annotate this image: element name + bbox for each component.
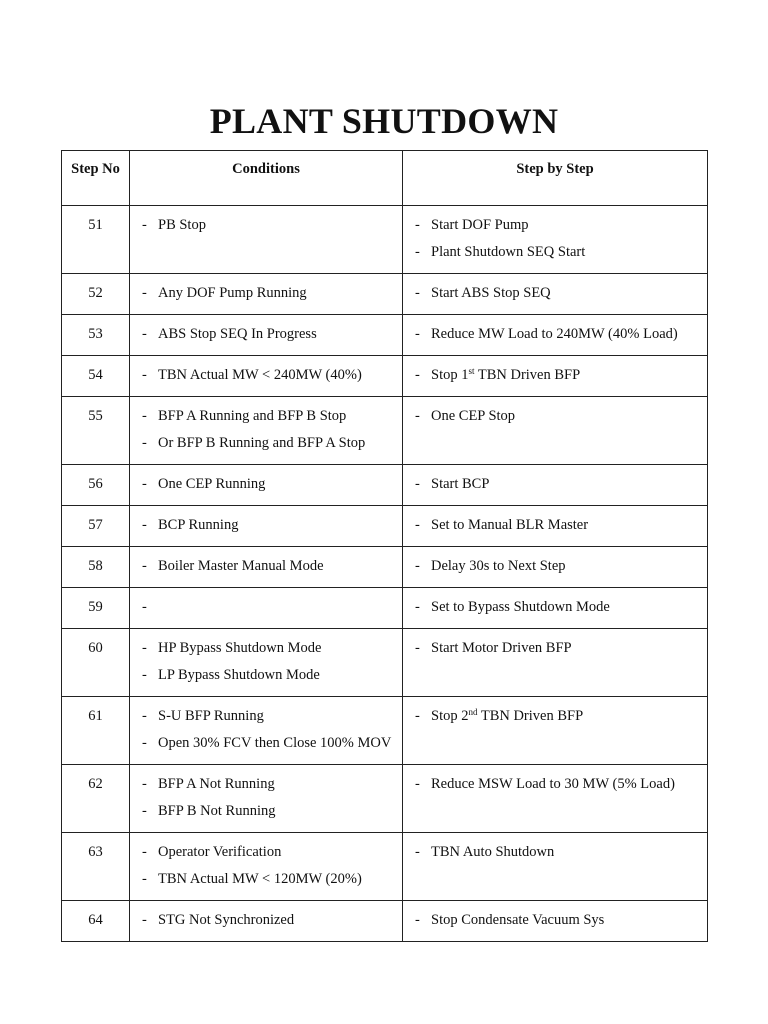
condition-text: ABS Stop SEQ In Progress bbox=[158, 326, 317, 342]
table-row bbox=[62, 506, 708, 547]
step-item bbox=[411, 910, 699, 930]
step-item bbox=[411, 706, 699, 726]
header-step-by-step: Step by Step bbox=[403, 151, 708, 206]
table-row bbox=[62, 206, 708, 274]
condition-text: PB Stop bbox=[158, 217, 206, 233]
conditions-cell bbox=[130, 315, 403, 356]
step-item bbox=[411, 638, 699, 658]
condition-item bbox=[138, 842, 394, 862]
step-number: 52 bbox=[62, 274, 130, 315]
bullet-dash: - bbox=[142, 367, 147, 383]
header-step-no: Step No bbox=[62, 151, 130, 206]
condition-item bbox=[138, 665, 394, 685]
step-by-step-cell bbox=[403, 356, 708, 397]
table-row bbox=[62, 901, 708, 942]
bullet-dash: - bbox=[142, 735, 147, 751]
bullet-dash: - bbox=[415, 558, 420, 574]
step-by-step-cell bbox=[403, 547, 708, 588]
condition-item bbox=[138, 215, 394, 235]
step-text: Reduce MW Load to 240MW (40% Load) bbox=[431, 326, 678, 342]
step-by-step-cell bbox=[403, 901, 708, 942]
condition-item bbox=[138, 869, 394, 889]
bullet-dash: - bbox=[142, 667, 147, 683]
condition-text: TBN Actual MW < 240MW (40%) bbox=[158, 367, 362, 383]
ordinal-suffix: st bbox=[468, 366, 475, 376]
bullet-dash: - bbox=[142, 408, 147, 424]
bullet-dash: - bbox=[142, 217, 147, 233]
condition-item bbox=[138, 597, 394, 617]
bullet-dash: - bbox=[415, 408, 420, 424]
step-number: 56 bbox=[62, 465, 130, 506]
page-title: PLANT SHUTDOWN bbox=[209, 101, 559, 141]
condition-item bbox=[138, 733, 394, 753]
step-item bbox=[411, 842, 699, 862]
table-row bbox=[62, 629, 708, 697]
step-item bbox=[411, 774, 699, 794]
bullet-dash: - bbox=[415, 367, 420, 383]
table-row bbox=[62, 274, 708, 315]
bullet-dash: - bbox=[142, 912, 147, 928]
ordinal-suffix: nd bbox=[468, 707, 478, 717]
step-number: 54 bbox=[62, 356, 130, 397]
table-row bbox=[62, 465, 708, 506]
bullet-dash: - bbox=[415, 708, 420, 724]
conditions-cell bbox=[130, 356, 403, 397]
condition-item bbox=[138, 433, 394, 453]
step-text: Set to Manual BLR Master bbox=[431, 517, 589, 533]
bullet-dash: - bbox=[142, 844, 147, 860]
step-number: 60 bbox=[62, 629, 130, 697]
step-number: 59 bbox=[62, 588, 130, 629]
step-text: Plant Shutdown SEQ Start bbox=[431, 244, 586, 260]
conditions-cell bbox=[130, 588, 403, 629]
condition-text: BFP A Running and BFP B Stop bbox=[158, 408, 347, 424]
bullet-dash: - bbox=[142, 285, 147, 301]
step-text-part: TBN Driven BFP bbox=[474, 367, 581, 383]
bullet-dash: - bbox=[142, 871, 147, 887]
bullet-dash: - bbox=[415, 599, 420, 615]
step-by-step-cell bbox=[403, 588, 708, 629]
conditions-cell bbox=[130, 274, 403, 315]
condition-item bbox=[138, 556, 394, 576]
step-text: Stop Condensate Vacuum Sys bbox=[431, 912, 605, 928]
step-number: 57 bbox=[62, 506, 130, 547]
table-row bbox=[62, 588, 708, 629]
step-text-part: TBN Driven BFP bbox=[477, 708, 584, 724]
table-row bbox=[62, 397, 708, 465]
table-row bbox=[62, 697, 708, 765]
step-text-part: Stop 2 bbox=[431, 708, 469, 724]
conditions-cell bbox=[130, 206, 403, 274]
step-text: Set to Bypass Shutdown Mode bbox=[431, 599, 610, 615]
step-by-step-cell bbox=[403, 274, 708, 315]
step-text: Start BCP bbox=[431, 476, 490, 492]
conditions-cell bbox=[130, 465, 403, 506]
condition-text: BFP B Not Running bbox=[158, 803, 276, 819]
condition-item bbox=[138, 283, 394, 303]
condition-item bbox=[138, 801, 394, 821]
table-row bbox=[62, 356, 708, 397]
condition-item bbox=[138, 706, 394, 726]
step-number: 61 bbox=[62, 697, 130, 765]
step-number: 64 bbox=[62, 901, 130, 942]
bullet-dash: - bbox=[415, 776, 420, 792]
bullet-dash: - bbox=[142, 558, 147, 574]
step-text: TBN Auto Shutdown bbox=[431, 844, 555, 860]
conditions-cell bbox=[130, 547, 403, 588]
table-body bbox=[62, 206, 708, 942]
condition-item bbox=[138, 324, 394, 344]
conditions-cell bbox=[130, 629, 403, 697]
step-item bbox=[411, 283, 699, 303]
bullet-dash: - bbox=[415, 476, 420, 492]
conditions-cell bbox=[130, 833, 403, 901]
bullet-dash: - bbox=[142, 640, 147, 656]
condition-text: Any DOF Pump Running bbox=[158, 285, 307, 301]
step-by-step-cell bbox=[403, 629, 708, 697]
table-row bbox=[62, 833, 708, 901]
bullet-dash: - bbox=[142, 599, 147, 615]
step-text: Start Motor Driven BFP bbox=[431, 640, 572, 656]
conditions-cell bbox=[130, 506, 403, 547]
step-item bbox=[411, 215, 699, 235]
conditions-cell bbox=[130, 697, 403, 765]
condition-text: S-U BFP Running bbox=[158, 708, 264, 724]
step-item bbox=[411, 406, 699, 426]
condition-item bbox=[138, 365, 394, 385]
step-text: Reduce MSW Load to 30 MW (5% Load) bbox=[431, 776, 675, 792]
condition-item bbox=[138, 638, 394, 658]
bullet-dash: - bbox=[415, 217, 420, 233]
bullet-dash: - bbox=[415, 844, 420, 860]
shutdown-steps-table bbox=[61, 150, 708, 942]
condition-item bbox=[138, 774, 394, 794]
step-by-step-cell bbox=[403, 206, 708, 274]
bullet-dash: - bbox=[142, 326, 147, 342]
bullet-dash: - bbox=[142, 803, 147, 819]
step-text bbox=[431, 365, 699, 385]
condition-text: HP Bypass Shutdown Mode bbox=[158, 640, 322, 656]
condition-item bbox=[138, 515, 394, 535]
header-conditions: Conditions bbox=[130, 151, 403, 206]
condition-item bbox=[138, 910, 394, 930]
step-by-step-cell bbox=[403, 397, 708, 465]
step-item bbox=[411, 556, 699, 576]
step-number: 53 bbox=[62, 315, 130, 356]
step-number: 62 bbox=[62, 765, 130, 833]
bullet-dash: - bbox=[415, 912, 420, 928]
step-item bbox=[411, 242, 699, 262]
bullet-dash: - bbox=[142, 517, 147, 533]
step-by-step-cell bbox=[403, 506, 708, 547]
bullet-dash: - bbox=[142, 435, 147, 451]
step-text-part: Stop 1 bbox=[431, 367, 469, 383]
step-text: One CEP Stop bbox=[431, 408, 516, 424]
step-by-step-cell bbox=[403, 465, 708, 506]
bullet-dash: - bbox=[142, 708, 147, 724]
step-item bbox=[411, 365, 699, 385]
bullet-dash: - bbox=[415, 285, 420, 301]
step-item bbox=[411, 597, 699, 617]
step-by-step-cell bbox=[403, 833, 708, 901]
conditions-cell bbox=[130, 397, 403, 465]
bullet-dash: - bbox=[415, 326, 420, 342]
condition-text: LP Bypass Shutdown Mode bbox=[158, 667, 320, 683]
conditions-cell bbox=[130, 901, 403, 942]
step-item bbox=[411, 324, 699, 344]
condition-item bbox=[138, 474, 394, 494]
step-text: Delay 30s to Next Step bbox=[431, 558, 566, 574]
table-row bbox=[62, 765, 708, 833]
step-item bbox=[411, 474, 699, 494]
condition-item bbox=[138, 406, 394, 426]
step-text bbox=[431, 706, 699, 726]
step-number: 63 bbox=[62, 833, 130, 901]
condition-text: TBN Actual MW < 120MW (20%) bbox=[158, 871, 362, 887]
step-text: Start DOF Pump bbox=[431, 217, 529, 233]
step-by-step-cell bbox=[403, 315, 708, 356]
bullet-dash: - bbox=[415, 244, 420, 260]
bullet-dash: - bbox=[142, 776, 147, 792]
bullet-dash: - bbox=[415, 640, 420, 656]
table-row bbox=[62, 547, 708, 588]
condition-text: Operator Verification bbox=[158, 844, 282, 860]
table-header-row bbox=[62, 151, 708, 206]
step-item bbox=[411, 515, 699, 535]
bullet-dash: - bbox=[142, 476, 147, 492]
condition-text: STG Not Synchronized bbox=[158, 912, 295, 928]
table-row bbox=[62, 315, 708, 356]
conditions-cell bbox=[130, 765, 403, 833]
condition-text: Boiler Master Manual Mode bbox=[158, 558, 324, 574]
condition-text: Or BFP B Running and BFP A Stop bbox=[158, 435, 366, 451]
step-by-step-cell bbox=[403, 765, 708, 833]
condition-text: Open 30% FCV then Close 100% MOV bbox=[158, 735, 392, 751]
bullet-dash: - bbox=[415, 517, 420, 533]
step-text: Start ABS Stop SEQ bbox=[431, 285, 551, 301]
step-number: 51 bbox=[62, 206, 130, 274]
condition-text: BFP A Not Running bbox=[158, 776, 275, 792]
step-number: 55 bbox=[62, 397, 130, 465]
step-by-step-cell bbox=[403, 697, 708, 765]
step-number: 58 bbox=[62, 547, 130, 588]
condition-text: BCP Running bbox=[158, 517, 239, 533]
condition-text: One CEP Running bbox=[158, 476, 266, 492]
